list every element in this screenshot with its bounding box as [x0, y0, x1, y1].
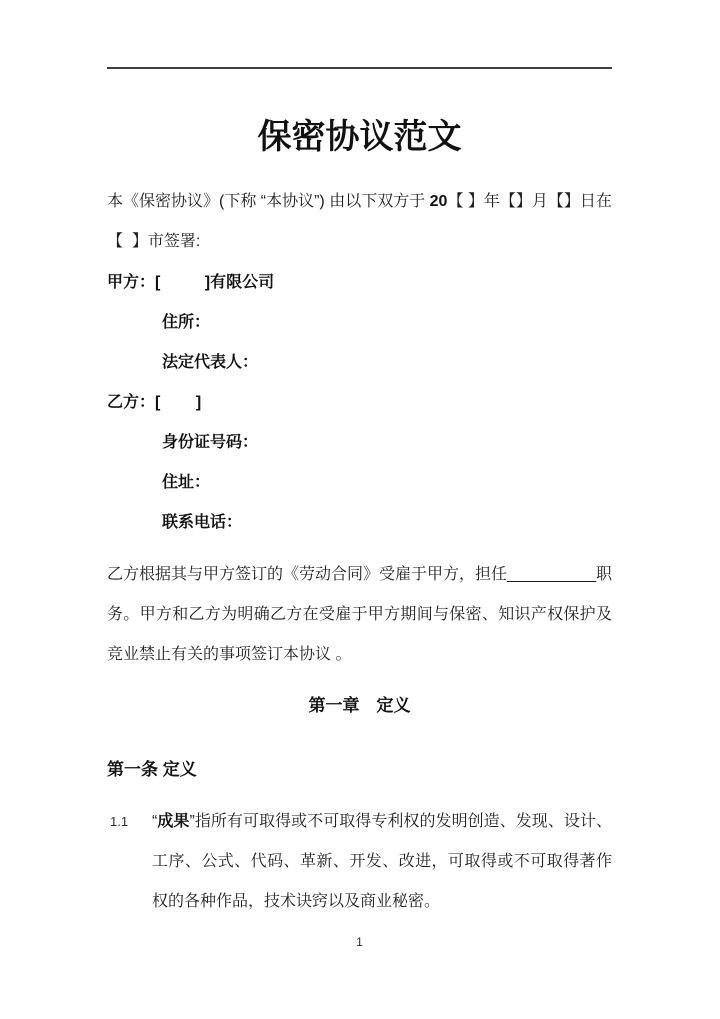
party-a-legal-representative-line: 法定代表人：	[162, 354, 259, 371]
clause-open-quote: “	[152, 813, 158, 830]
party-b-phone-line: 联系电话：	[162, 514, 243, 531]
intro-text-post: 【 】年【】月【】日在【 】市签署:	[107, 193, 612, 250]
party-b-address-line: 住址：	[162, 474, 211, 491]
page-number: 1	[356, 935, 363, 949]
defined-term: 成果	[157, 813, 190, 830]
recital-paragraph: 乙方根据其与甲方签订的《劳动合同》受雇于甲方，担任__________职务。甲方和乙方为明确乙方在受雇于甲方期间与保密、知识产权保护及竞业禁止有关的事项签订本协议 。	[107, 566, 612, 663]
intro-text-pre: 本《保密协议》(下称 “本协议”) 由以下双方于	[107, 193, 430, 210]
chapter-heading: 第一章 定义	[308, 696, 411, 715]
clause-1-1	[107, 802, 612, 922]
party-a-address-line: 住所：	[162, 314, 211, 331]
header-rule	[107, 67, 612, 69]
clause-body-text: ”指所有可取得或不可取得专利权的发明创造、发现、设计、工序、公式、代码、革新、开发、改进，可取得或不可取得著作权的各种作品，技术诀窍以及商业秘密。	[152, 813, 612, 910]
parties-block	[107, 263, 612, 543]
intro-paragraph	[107, 182, 612, 262]
clause-number: 1.1	[110, 814, 129, 829]
party-b-line: 乙方：[ ]	[107, 394, 202, 411]
document-title: 保密协议范文	[257, 118, 462, 156]
party-a-line: 甲方：[ ]有限公司	[107, 274, 275, 291]
party-b-id-number-line: 身份证号码：	[162, 434, 259, 451]
intro-year-prefix: 20	[429, 193, 448, 210]
article-heading: 第一条 定义	[107, 760, 197, 779]
clause-text	[152, 802, 612, 922]
